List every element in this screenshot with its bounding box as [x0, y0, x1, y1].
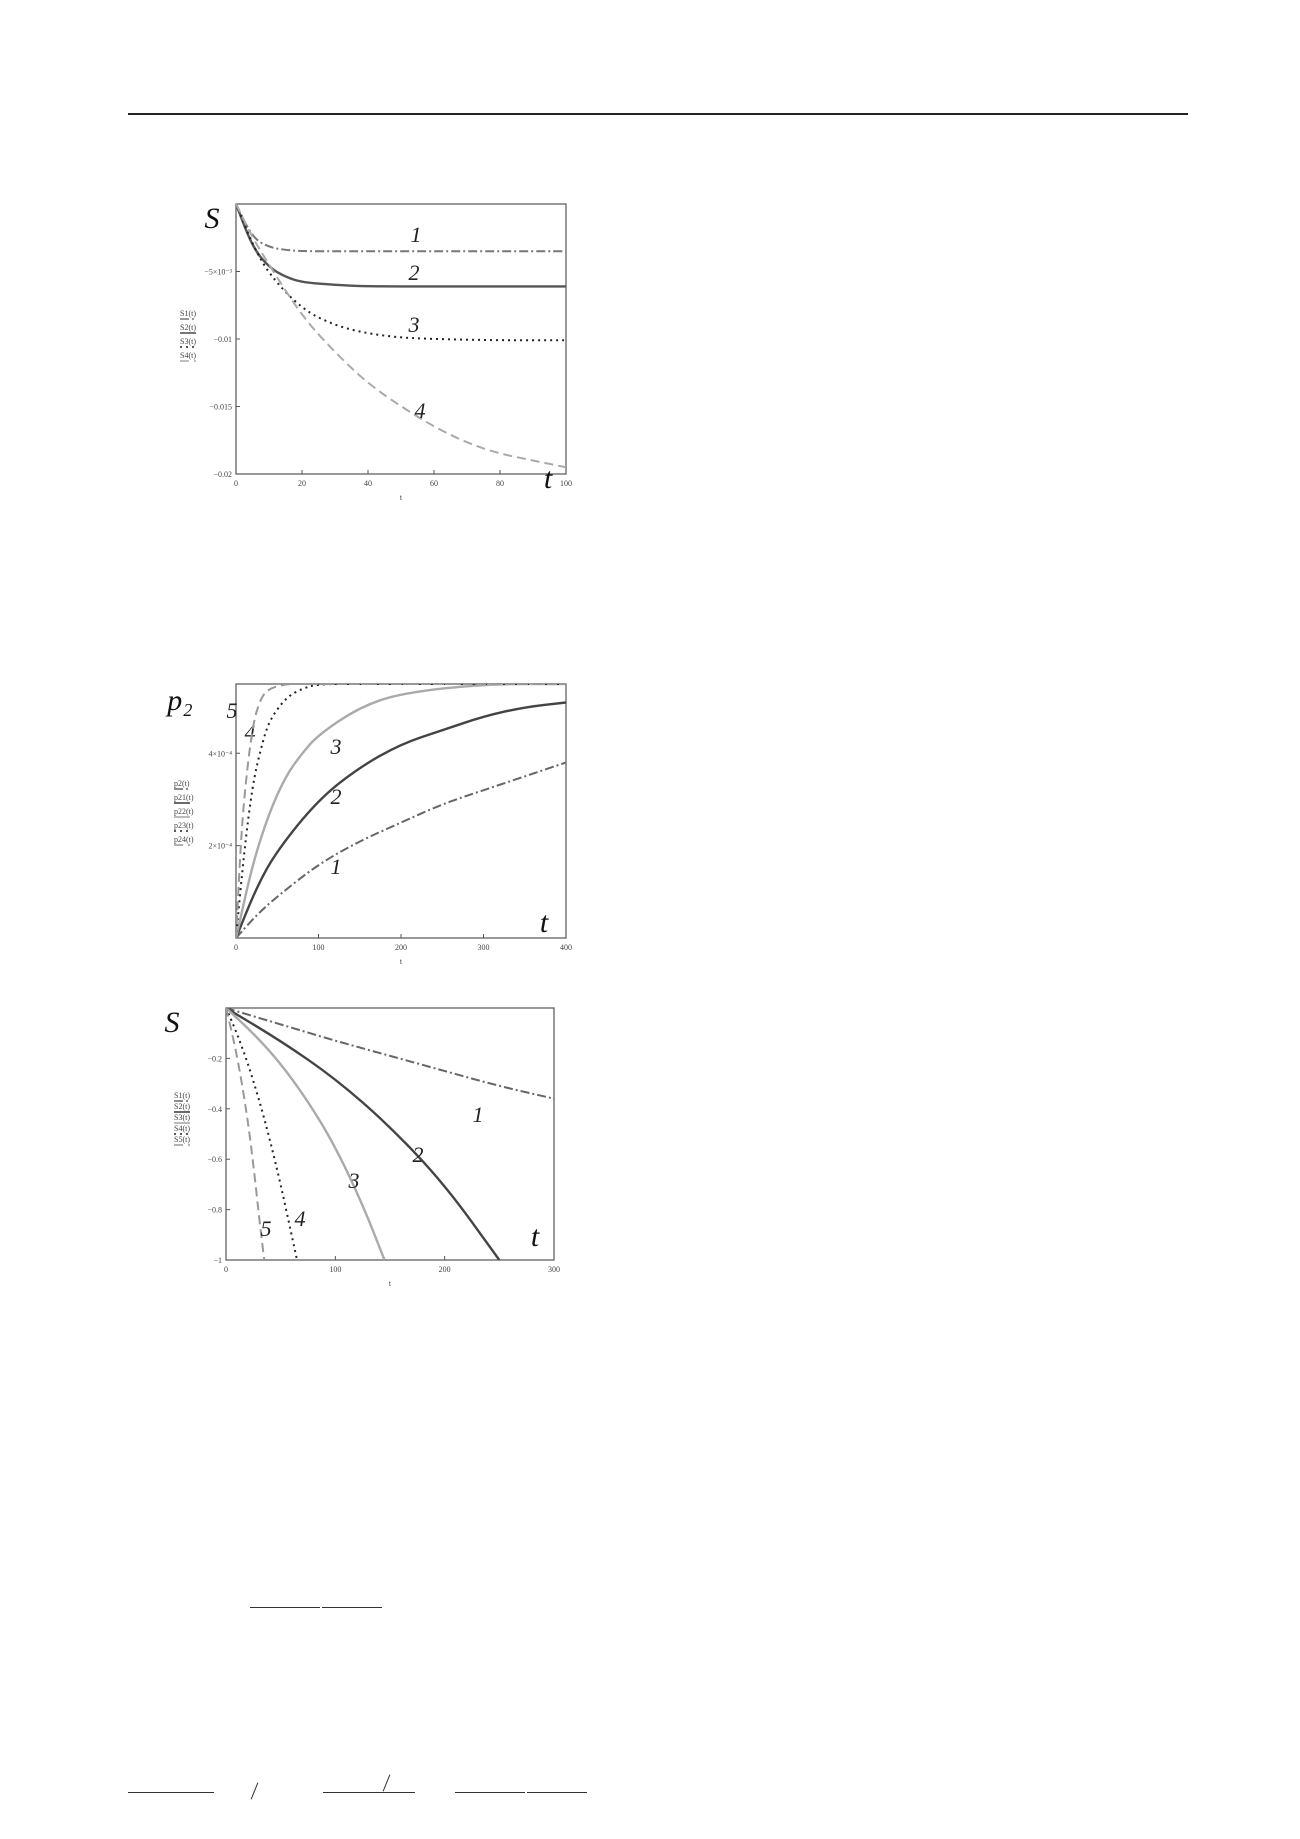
series-line-5: [226, 1008, 264, 1260]
legend-entry: p21(t): [174, 793, 194, 802]
y-tick-label: −0.2: [207, 1054, 222, 1064]
series-line-5: [236, 684, 566, 938]
series-line-3: [236, 684, 566, 938]
curve-label-4: 4: [294, 1206, 306, 1231]
header-rule: [128, 113, 1188, 115]
footer-rule: [455, 1792, 525, 1793]
x-tick-label: 0: [234, 479, 238, 488]
x-tick-label: 60: [430, 479, 438, 488]
legend-entry: p23(t): [174, 821, 194, 830]
curve-label-4: 4: [244, 720, 256, 745]
x-tick-label: 200: [438, 1265, 451, 1274]
x-axis-name: t: [543, 462, 553, 495]
series-line-2: [236, 204, 566, 286]
x-tick-label: 0: [234, 943, 238, 952]
x-axis-name: t: [530, 1220, 540, 1253]
chart-s-long: [150, 988, 570, 1288]
series-line-1: [226, 1008, 554, 1099]
plot-frame: [226, 1008, 554, 1260]
y-tick-label: 2×10⁻⁴: [208, 841, 232, 851]
curve-label-2: 2: [408, 260, 420, 285]
footer-rule: [323, 1792, 415, 1793]
x-axis-small-label: t: [399, 493, 403, 502]
y-tick-label: −0.6: [207, 1155, 222, 1165]
series-line-3: [236, 204, 566, 340]
curve-label-2: 2: [330, 784, 342, 809]
x-axis-small-label: t: [399, 957, 403, 966]
chart-p2: [150, 670, 572, 966]
series-line-4: [236, 204, 566, 467]
y-tick-label: −0.01: [213, 335, 232, 344]
y-tick-label: −0.02: [213, 470, 232, 479]
y-tick-label: −0.8: [207, 1205, 222, 1215]
x-tick-label: 0: [224, 1265, 228, 1274]
x-tick-label: 400: [560, 943, 572, 952]
footer-rule: [128, 1792, 214, 1793]
footer-rule: [250, 1607, 320, 1608]
plot-frame: [236, 204, 566, 474]
curve-label-3: 3: [408, 312, 420, 337]
curve-label-1: 1: [330, 854, 342, 879]
y-tick-label: −5×10⁻³: [204, 267, 232, 277]
legend-entry: S4(t): [174, 1124, 190, 1133]
y-axis-name: S: [204, 202, 220, 235]
x-tick-label: 80: [496, 479, 504, 488]
x-tick-label: 100: [560, 479, 572, 488]
x-tick-label: 20: [298, 479, 306, 488]
curve-label-1: 1: [472, 1102, 484, 1127]
x-axis-name: t: [539, 906, 549, 939]
x-axis-small-label: t: [388, 1279, 392, 1288]
x-tick-label: 300: [548, 1265, 560, 1274]
legend-entry: S3(t): [174, 1113, 190, 1122]
legend-entry: p2(t): [174, 779, 190, 788]
legend-entry: S4(t): [180, 351, 196, 360]
legend-entry: S2(t): [174, 1102, 190, 1111]
x-tick-label: 100: [312, 943, 325, 952]
series-line-4: [236, 684, 566, 938]
curve-label-3: 3: [348, 1168, 360, 1193]
y-tick-label: −1: [213, 1256, 222, 1265]
y-tick-label: −0.015: [209, 402, 232, 412]
curve-label-2: 2: [412, 1142, 424, 1167]
legend-entry: S2(t): [180, 323, 196, 332]
legend-entry: p22(t): [174, 807, 194, 816]
x-tick-label: 200: [395, 943, 407, 952]
series-line-2: [236, 703, 566, 939]
footer-rule: [527, 1792, 587, 1793]
y-axis-name: p₂: [167, 684, 193, 717]
footer-rule: [322, 1607, 382, 1608]
curve-label-1: 1: [410, 222, 422, 247]
y-tick-label: −0.4: [207, 1104, 222, 1114]
curve-label-3: 3: [330, 734, 342, 759]
legend-entry: S1(t): [180, 309, 196, 318]
footer-slash: [383, 1774, 391, 1791]
footer-slash: [251, 1782, 259, 1799]
legend-entry: S5(t): [174, 1135, 190, 1144]
plot-frame: [236, 684, 566, 938]
legend-entry: S1(t): [174, 1091, 190, 1100]
x-tick-label: 40: [364, 479, 372, 488]
y-axis-name: S: [164, 1006, 180, 1039]
x-tick-label: 300: [477, 943, 490, 952]
series-line-1: [236, 762, 566, 938]
legend-entry: p24(t): [174, 835, 194, 844]
legend-entry: S3(t): [180, 337, 196, 346]
curve-label-5: 5: [260, 1216, 272, 1241]
x-tick-label: 100: [329, 1265, 342, 1274]
y-tick-label: 4×10⁻⁴: [208, 749, 232, 759]
curve-label-4: 4: [414, 398, 426, 423]
curve-label-5: 5: [226, 698, 238, 723]
series-line-1: [236, 204, 566, 251]
chart-s-short: [150, 186, 572, 502]
